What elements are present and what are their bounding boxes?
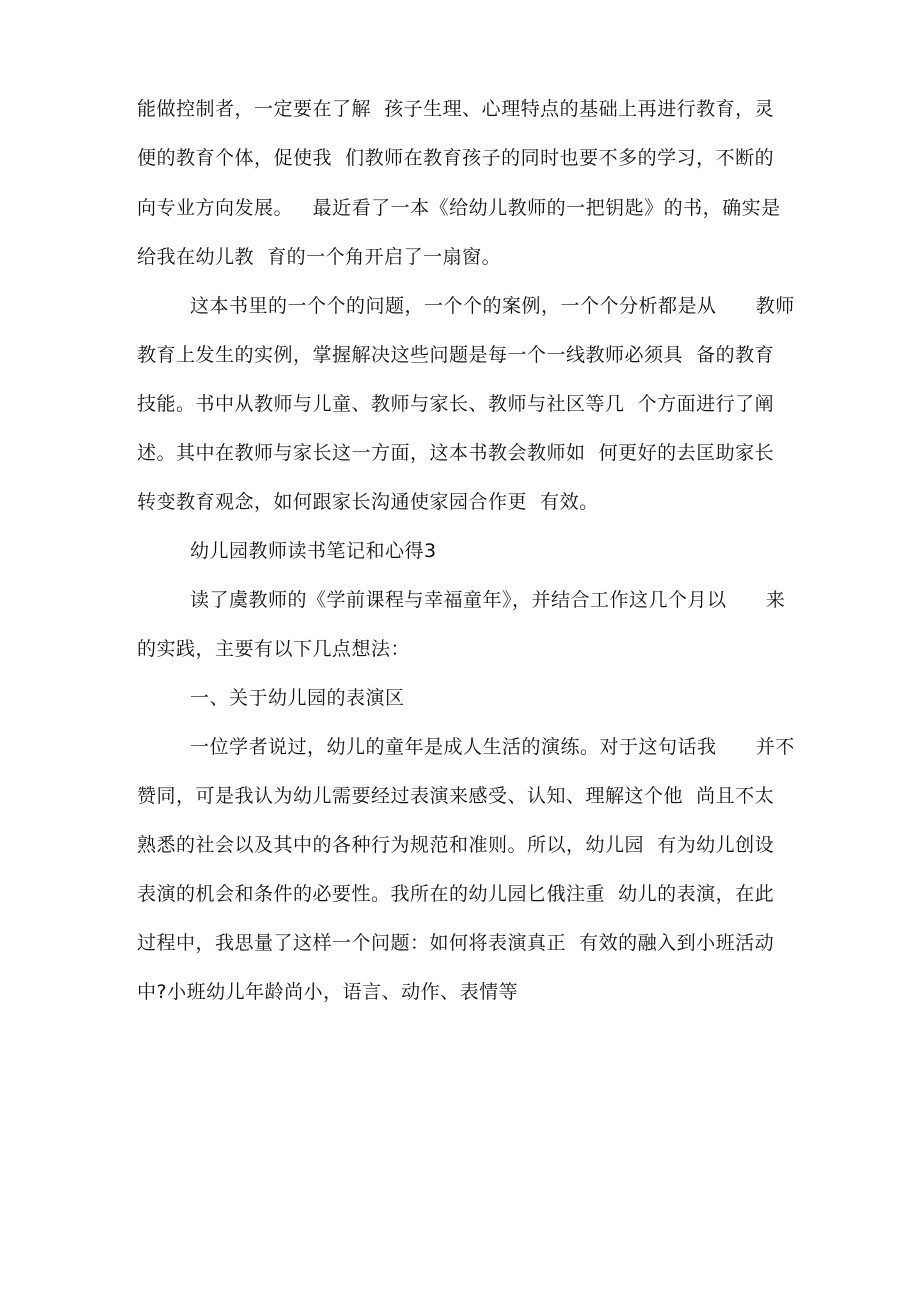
- section-title: 幼儿园教师读书笔记和心得3: [190, 540, 437, 562]
- paragraph-4-line-6: 中?小班幼儿年龄尚小，语言、动作、表情等: [137, 981, 519, 1003]
- paragraph-4-line-2: 赞同，可是我认为幼儿需要经过表演来感受、认知、理解这个他 尚且不太: [137, 785, 775, 807]
- subsection-heading: 一、关于幼儿园的表演区: [190, 687, 405, 709]
- paragraph-4-line-1: 一位学者说过，幼儿的童年是成人生活的演练。对于这句话我 并不: [190, 736, 795, 758]
- paragraph-2-line-5: 转变教育观念，如何跟家长沟通使家园合作更 有效。: [137, 491, 599, 513]
- paragraph-3-line-1: 读了虞教师的《学前课程与幸福童年》，并结合工作这几个月以 来: [190, 589, 786, 611]
- paragraph-1-line-4: 给我在幼儿教 育的一个角开启了一扇窗。: [137, 246, 502, 268]
- paragraph-1-line-2: 便的教育个体，促使我 们教师在教育孩子的同时也要不多的学习，不断的: [137, 147, 775, 169]
- paragraph-2-line-4: 述。其中在教师与家长这一方面，这本书教会教师如 何更好的去匡助家长: [137, 442, 775, 464]
- paragraph-2-line-3: 技能。书中从教师与儿童、教师与家长、教师与社区等几 个方面进行了阐: [137, 393, 775, 415]
- paragraph-1-line-1: 能做控制者，一定要在了解 孩子生理、心理特点的基础上再进行教育，灵: [137, 98, 775, 120]
- paragraph-4-line-5: 过程中，我思量了这样一个问题：如何将表演真正 有效的融入到小班活动: [137, 932, 775, 954]
- paragraph-1-line-3: 向专业方向发展。 最近看了一本《给幼儿教师的一把钥匙》的书，确实是: [137, 197, 781, 219]
- paragraph-2-line-1: 这本书里的一个个的问题，一个个的案例，一个个分析都是从 教师: [190, 295, 795, 317]
- paragraph-4-line-4: 表演的机会和条件的必要性。我所在的幼儿园匕俄注重 幼儿的表演，在此: [137, 883, 775, 905]
- paragraph-4-line-3: 熟悉的社会以及其中的各种行为规范和准则。所以，幼儿园 有为幼儿创设: [137, 834, 775, 856]
- paragraph-3-line-2: 的实践，主要有以下几点想法：: [137, 638, 411, 660]
- paragraph-2-line-2: 教育上发生的实例，掌握解决这些问题是每一个一线教师必须具 备的教育: [137, 344, 775, 366]
